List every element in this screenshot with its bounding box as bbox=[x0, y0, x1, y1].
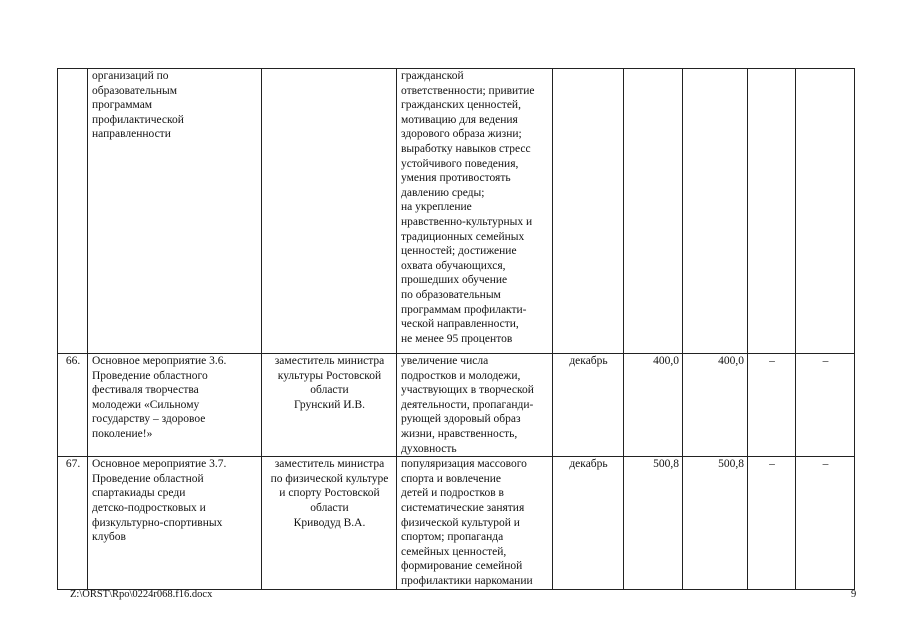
row-number-cell: 67. bbox=[58, 457, 88, 589]
amount-cell bbox=[796, 69, 855, 354]
responsible-cell-line: области bbox=[310, 384, 349, 397]
responsible-cell-line: и спорту Ростовской bbox=[279, 487, 380, 500]
term-cell: декабрь bbox=[553, 457, 624, 589]
row-number-cell bbox=[58, 69, 88, 354]
amount-cell bbox=[748, 69, 796, 354]
event-cell-line: молодежи «Сильному bbox=[92, 398, 200, 411]
responsible-cell-line: Криводуд В.А. bbox=[293, 516, 366, 529]
event-cell-line: образовательным bbox=[92, 84, 178, 97]
result-cell-line: подростков и молодежи, bbox=[401, 369, 521, 382]
event-cell bbox=[88, 457, 262, 589]
result-cell bbox=[397, 354, 553, 457]
event-cell-line: клубов bbox=[92, 531, 126, 544]
term-cell bbox=[553, 69, 624, 354]
result-cell bbox=[397, 457, 553, 589]
event-cell-line: программам bbox=[92, 99, 153, 112]
result-cell-line: физической культурой и bbox=[401, 516, 520, 529]
amount-cell: – bbox=[748, 354, 796, 457]
amount-cell bbox=[683, 69, 748, 354]
event-cell-line: профилактической bbox=[92, 113, 184, 126]
result-cell-line: давлению среды; bbox=[401, 186, 485, 199]
responsible-cell bbox=[262, 457, 397, 589]
event-cell bbox=[88, 69, 262, 354]
event-cell-line: спартакиады среди bbox=[92, 487, 186, 500]
amount-cell: – bbox=[796, 354, 855, 457]
result-cell-line: увеличение числа bbox=[401, 355, 489, 367]
result-cell-line: не менее 95 процентов bbox=[401, 332, 513, 345]
result-cell-line: мотивацию для ведения bbox=[401, 113, 518, 126]
result-cell-line: ческой направленности, bbox=[401, 318, 519, 331]
result-cell-line: рующей здоровый образ bbox=[401, 413, 521, 426]
event-cell-line: физкультурно-спортивных bbox=[92, 516, 223, 529]
responsible-cell-line: по физической культуре bbox=[270, 472, 389, 485]
result-cell-line: на укрепление bbox=[401, 201, 472, 214]
result-cell-line: по образовательным bbox=[401, 288, 501, 301]
result-cell-line: духовность bbox=[401, 442, 457, 455]
amount-cell: – bbox=[796, 457, 855, 589]
result-cell bbox=[397, 69, 553, 354]
result-cell-line: здорового образа жизни; bbox=[401, 128, 522, 141]
responsible-cell-line: заместитель министра bbox=[274, 355, 385, 367]
result-cell-line: систематические занятия bbox=[401, 501, 525, 514]
measures-table bbox=[57, 68, 855, 590]
result-cell-line: ответственности; привитие bbox=[401, 84, 535, 97]
amount-cell: 500,8 bbox=[624, 457, 683, 589]
result-cell-line: гражданской bbox=[401, 70, 464, 82]
result-cell-line: прошедших обучение bbox=[401, 274, 508, 287]
responsible-cell bbox=[262, 354, 397, 457]
result-cell-line: профилактики наркомании bbox=[401, 574, 533, 587]
event-cell-line: фестиваля творчества bbox=[92, 384, 199, 397]
table-row bbox=[58, 457, 855, 589]
responsible-cell-line: Грунский И.В. bbox=[293, 398, 366, 411]
amount-cell: 500,8 bbox=[683, 457, 748, 589]
result-cell-line: умения противостоять bbox=[401, 172, 511, 185]
result-cell-line: деятельности, пропаганди- bbox=[401, 398, 534, 411]
event-cell-line: поколение!» bbox=[92, 427, 153, 440]
result-cell-line: выработку навыков стресс bbox=[401, 142, 531, 155]
result-cell-line: гражданских ценностей, bbox=[401, 99, 521, 112]
event-cell-line: Проведение областного bbox=[92, 369, 208, 382]
result-cell-line: нравственно-культурных и bbox=[401, 215, 533, 228]
event-cell-line: детско-подростковых и bbox=[92, 501, 206, 514]
result-cell-line: семейных ценностей, bbox=[401, 545, 507, 558]
result-cell-line: популяризация массового bbox=[401, 458, 527, 471]
footer-page-number: 9 bbox=[851, 589, 857, 600]
result-cell-line: спорта и вовлечение bbox=[401, 472, 502, 485]
event-cell-line: государству – здоровое bbox=[92, 413, 206, 426]
row-number-cell: 66. bbox=[58, 354, 88, 457]
event-cell-line: Проведение областной bbox=[92, 472, 204, 485]
result-cell-line: программам профилакти- bbox=[401, 303, 527, 316]
result-cell-line: охвата обучающихся, bbox=[401, 259, 506, 272]
result-cell-line: устойчивого поведения, bbox=[401, 157, 519, 170]
event-cell-line: Основное мероприятие 3.6. bbox=[92, 355, 227, 367]
result-cell-line: спортом; пропаганда bbox=[401, 531, 504, 544]
responsible-cell-line: заместитель министра bbox=[274, 458, 385, 471]
event-cell-line: направленности bbox=[92, 128, 171, 141]
footer-file-path: Z:\ORST\Rpo\0224r068.f16.docx bbox=[70, 589, 213, 600]
result-cell-line: детей и подростков в bbox=[401, 487, 504, 500]
result-cell-line: традиционных семейных bbox=[401, 230, 525, 243]
amount-cell bbox=[624, 69, 683, 354]
amount-cell: 400,0 bbox=[683, 354, 748, 457]
amount-cell: 400,0 bbox=[624, 354, 683, 457]
responsible-cell-line: области bbox=[310, 501, 349, 514]
result-cell-line: жизни, нравственность, bbox=[401, 427, 518, 440]
event-cell bbox=[88, 354, 262, 457]
amount-cell: – bbox=[748, 457, 796, 589]
event-cell-line: организаций по bbox=[92, 70, 169, 82]
table-row bbox=[58, 69, 855, 354]
table-row bbox=[58, 354, 855, 457]
term-cell: декабрь bbox=[553, 354, 624, 457]
responsible-cell-line: культуры Ростовской bbox=[277, 369, 382, 382]
result-cell-line: формирование семейной bbox=[401, 560, 523, 573]
event-cell-line: Основное мероприятие 3.7. bbox=[92, 458, 227, 471]
result-cell-line: участвующих в творческой bbox=[401, 384, 534, 397]
responsible-cell bbox=[262, 69, 397, 354]
result-cell-line: ценностей; достижение bbox=[401, 245, 517, 258]
